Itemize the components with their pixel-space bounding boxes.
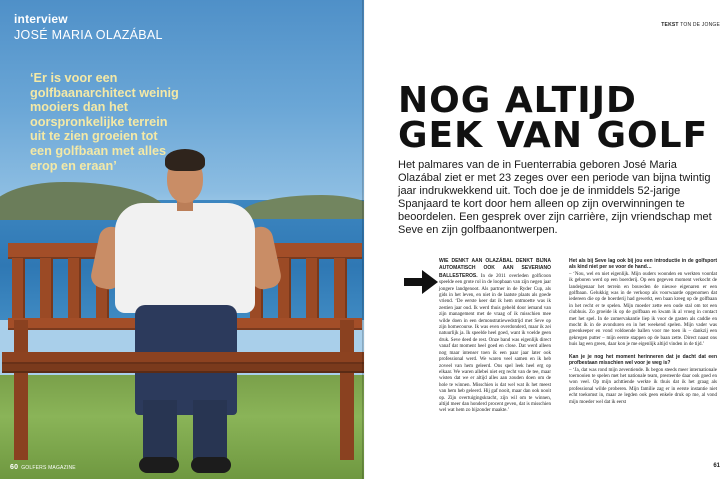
text-page bbox=[364, 0, 728, 479]
bench-leg bbox=[340, 320, 354, 460]
pull-quote: ‘Er is voor een golfbaanarchitect weinig mooiers dan het oorspronkelijke terrein uit te zien groeien tot een golfbaan met alles erop en eraan’ bbox=[30, 71, 179, 173]
left-page-number: 60 bbox=[10, 464, 19, 471]
headline: NOG ALTIJD GEK VAN GOLF bbox=[398, 80, 709, 156]
left-folio bbox=[10, 464, 76, 471]
interview-question: Het als bij Seve lag ook bij jou een introductie in de golfsport als kind niet per se voor de hand… bbox=[569, 258, 717, 271]
lead-in: WIE DENKT AAN OLAZÁBAL DENKT BIJNA AUTOMATISCH OOK AAN SEVERIANO BALLESTEROS. bbox=[439, 258, 551, 279]
column-1-text: In de 2011 overleden golficoon speelde een grote rol in de loopbaan van zijn negen jaar jongere landgenoot. Als partner in de Ryder Cup, als gids in het leven, en niet in de laatste plaats als goede vriend. ‘De eerste keer dat ik hem ontmoette was ik zestien jaar oud. Ik werd thuis gebeld door iemand van zijn management met de vraag of ik misschien mee wilde doen in een demonstratiewedstrijd met Seve op zijn homecourse. Ik was even overdonderd, maar ik zei natuurlijk ja. Ik speelde heel goed, want ik voelde geen druk. Seve deed de rest. Onze band was eigenlijk direct vanaf dat moment heel goed en close. Dat werd alleen nog maar intenser toen ik een paar jaar later ook professional werd. We waren veel samen en ik heb zoveel van hem geleerd. Ons spel leek heel erg op elkaar. We waren allebei niet erg recht van de tee, maar wisten dat we er altijd alles aan zouden doen om de hole te winnen. Misschien is dat wel wat ik het meest van hem heb geleerd. Hij gaf nooit, maar dan ook nooit op. Zijn overtuigingskracht, zijn wil om te winnen, altijd meer dan honderd procent geven, dat is misschien wel wat hem zo bijzonder maakte.’ bbox=[439, 273, 552, 414]
bench-seat-edge bbox=[2, 364, 364, 373]
bench-slat bbox=[68, 258, 81, 324]
body-column-2 bbox=[569, 258, 717, 411]
bench-slat bbox=[306, 258, 319, 324]
interview-question: Kan je je nog het moment herinneren dat je dacht dat een profbestaan misschien wel voor je weg is? bbox=[569, 353, 717, 367]
byline bbox=[661, 22, 720, 28]
page-gutter bbox=[362, 0, 365, 479]
bench-slat bbox=[40, 258, 53, 324]
body-column-1 bbox=[439, 258, 551, 415]
arrow-right-icon bbox=[404, 268, 438, 296]
portrait-figure bbox=[95, 145, 295, 479]
magazine-name: GOLFERS MAGAZINE bbox=[21, 465, 76, 471]
interviewee-name: JOSÉ MARIA OLAZÁBAL bbox=[14, 28, 163, 42]
interview-answer: – ‘Nou, wel en niet eigenlijk. Mijn ouders woonden en werkten voordat ik geboren werd op een boerderij. Op een gegeven moment verkocht de landeigenaar het terrein en bouwden de nieuwe eigenaren er een golfbaan. Gelukkig was in de verkoop als voorwaarde opgenomen dat iedereen die op de boerderij had gewerkt, een baan kreeg op de golfbaan in het recht er te spelen. Mijn moeder zette een oude stal om tot een clubhuis. Zo groeide ik op de golfbaan en kwam ik al vroeg in contact met het spel. In de zomervakantie liep ik voor de gasten als caddie en mocht ik in de avonduren en in het weekend spelen. Mijn vader was greenkeeper en vond voldoende ballen voor me toen ik – dankzij een gekregen putter – mijn eerste stappen op de baan zette. Direct naast ons huis lag een green, daar kon je me eigenlijk altijd vinden in de tijd.’ bbox=[569, 271, 717, 348]
bench-slat bbox=[334, 258, 347, 324]
intro-paragraph: Het palmares van de in Fuenterrabia geboren José Maria Olazábal ziet er met 23 zeges over een periode van bijna twintig jaar indrukwekkend uit. Toch doe je de inmiddels 52-jarige Spanjaard te kort door hem alleen op zijn overwinningen te beoordelen. Een gesprek over zijn carrière, zijn vriendschap met Seve en zijn golfbaanontwerpen. bbox=[398, 159, 712, 236]
bench-seat bbox=[2, 352, 364, 364]
byline-author: TON DE JONGE bbox=[680, 22, 720, 28]
bench-slat bbox=[12, 258, 25, 324]
byline-label: TEKST bbox=[661, 22, 679, 28]
section-kicker: interview bbox=[14, 12, 68, 26]
bench-leg bbox=[14, 320, 28, 460]
interview-answer: – ‘Ja, dat was rond mijn zeventiende. Ik begon steeds meer internationale toernooien te spelen met het nationale team, presteerde daar ook goed en won veel. Op mijn achttiende werkte ik thuis dat ik het graag als professional wilde proberen. Mijn familie zag er in eerste instantie niet echt toekomst in, maar ze legden ook geen enkele druk op me, al vond mijn moeder wel dat ik eerst bbox=[569, 367, 717, 405]
right-page-number: 61 bbox=[713, 463, 720, 469]
